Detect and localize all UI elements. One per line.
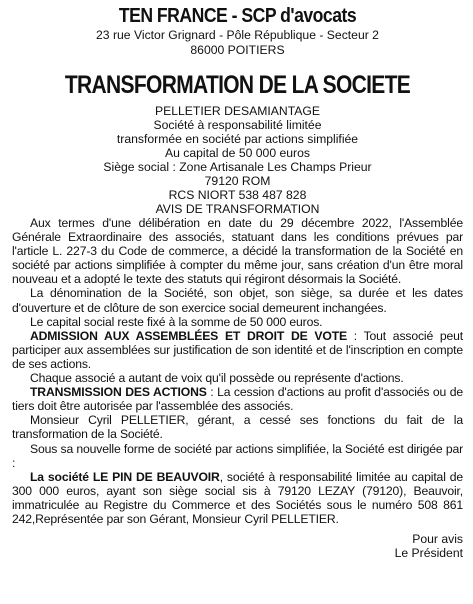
- paragraph-transmission: [12, 385, 463, 413]
- firm-address: 23 rue Victor Grignard - Pôle République - Secteur 2: [96, 28, 379, 42]
- firm-city: 86000 POITIERS: [190, 43, 285, 57]
- transmission-text: : La cession d'actions au profit d'associés ou de tiers doit être autorisée par l'assemblée des associés.: [12, 385, 463, 414]
- paragraph-direction: Sous sa nouvelle forme de société par actions simplifiée, la Société est dirigée par :: [12, 441, 463, 470]
- notice-body: [12, 216, 463, 526]
- president-name: La société LE PIN DE BEAUVOIR: [30, 469, 220, 484]
- company-postcode: 79120 ROM: [204, 174, 271, 188]
- signature-block: [12, 532, 463, 560]
- notice-type: AVIS DE TRANSFORMATION: [155, 202, 320, 216]
- paragraph-capital: Le capital social reste fixé à la somme de 50 000 euros.: [30, 314, 323, 329]
- transmission-heading: TRANSMISSION DES ACTIONS: [30, 385, 207, 400]
- company-capital: Au capital de 50 000 euros: [164, 146, 310, 160]
- company-rcs: RCS NIORT 538 487 828: [168, 188, 307, 202]
- company-name: PELLETIER DESAMIANTAGE: [154, 104, 321, 118]
- admission-heading: ADMISSION AUX ASSEMBLÉES ET DROIT DE VOTE: [30, 328, 347, 343]
- paragraph-president: [12, 470, 463, 526]
- company-form: Société à responsabilité limitée: [153, 118, 322, 132]
- company-seat: Siège social : Zone Artisanale Les Champs Prieur: [103, 160, 372, 174]
- paragraph-admission: [12, 329, 463, 371]
- company-block: [12, 104, 463, 216]
- company-new-form: transformée en société par actions simplifiée: [116, 132, 359, 146]
- paragraph-manager: Monsieur Cyril PELLETIER, gérant, a cessé ses fonctions du fait de la transformation de la Société.: [12, 413, 463, 442]
- president-text: , société à responsabilité limitée au capital de 300 000 euros, ayant son siège social sis à 79120 LEZAY (79120), Beauvoir, immatriculée au Registre du Commerce et des Sociétés sous le numéro 508 861 242,Représentée par son Gérant, Monsieur Cyril PELLETIER.: [12, 469, 463, 526]
- header: [12, 4, 463, 58]
- paragraph-deliberation: Aux termes d'une délibération en date du 29 décembre 2022, l'Assemblée Générale Extraordinaire des associés, statuant dans les conditions prévues par l'article L. 227-3 du Code de commerce, a décidé la transformation de la Société en société par actions simplifiée à compter du même jour, sans création d'un être moral nouveau et a adopté le texte des statuts qui régiront désormais la Société.: [12, 216, 463, 287]
- signature-line-2: Le Président: [394, 546, 463, 561]
- admission-text: : Tout associé peut participer aux assemblées sur justification de son identité et de l'inscription en compte de ses actions.: [12, 328, 463, 371]
- paragraph-denomination: La dénomination de la Société, son objet, son siège, sa durée et les dates d'ouverture et de clôture de son exercice social demeurent inchangées.: [12, 286, 463, 315]
- signature-line-1: Pour avis: [412, 532, 463, 547]
- notice-title: TRANSFORMATION DE LA SOCIETE: [64, 71, 411, 99]
- firm-name: TEN FRANCE - SCP d'avocats: [118, 4, 357, 27]
- paragraph-votes: Chaque associé a autant de voix qu'il possède ou représente d'actions.: [30, 371, 404, 386]
